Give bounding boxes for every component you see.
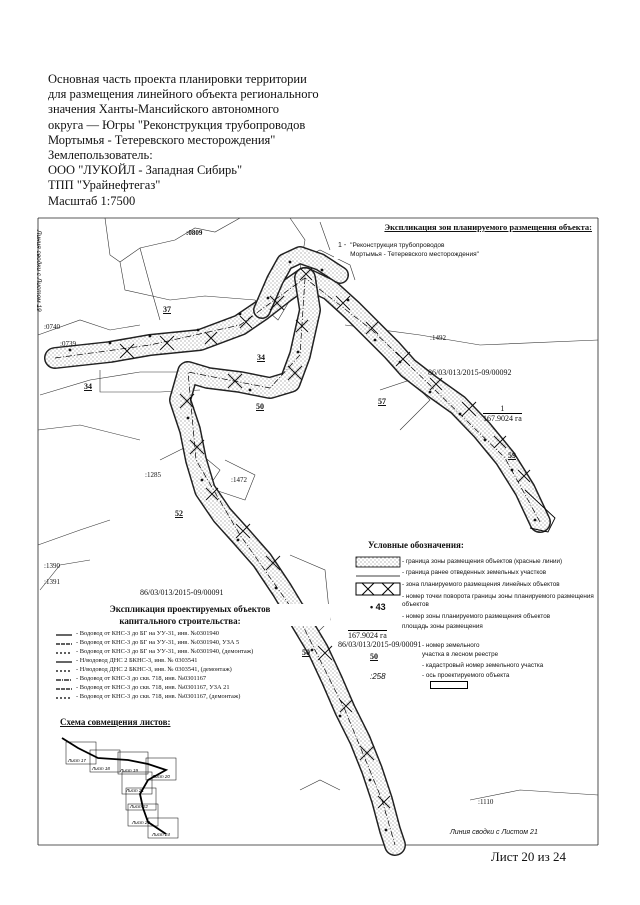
cadastre-label: 86/03/013/2015-09/00091 [140,588,224,597]
match-line-bottom-label: Линия сводки с Листом 21 [450,829,538,836]
zone-item-line: "Реконструкция трубопроводов [350,242,445,249]
legend-item: - зона планируемого размещения линейных объектов [402,581,560,588]
legend-item: площадь зоны размещения [402,623,483,630]
object-item: - Н/водовод ДНС 2 БКНС-3, инв. № 0303541, (демонтаж) [76,666,232,673]
objects-list [76,629,336,701]
land-user-name: ООО "ЛУКОЙЛ - Западная Сибирь" [48,163,243,178]
object-item: - Водовод от КНС-3 до БГ на УУ-31, инв. №0301940, (демонтаж) [76,648,254,655]
forest-number: 52 [175,509,183,518]
sheet-scheme [48,730,218,840]
legend-swatch-zone-boundary [356,557,400,567]
map-scale: Масштаб 1:7500 [48,193,136,208]
legend-title: Условные обозначения: [368,540,464,550]
title-line: Мортымья - Тетеревского месторождения" [48,132,276,147]
object-item: - Водовод от КНС-3 до скв. 718, инв. №0301167, УЗА 21 [76,684,230,691]
legend-cad-sample: :258 [370,672,386,681]
forest-number: 50 [302,648,310,657]
zone-area: 167.9024 га [483,414,522,423]
legend-item: - номер зоны планируемого размещения объектов [402,612,551,620]
legend-axis-sample [430,681,468,689]
parcel-label: :0809 [186,229,203,237]
parcel-label: :1472 [231,476,247,484]
parcel-label: :1110 [478,798,494,806]
parcel-label: :1391 [44,578,60,586]
land-user-label: Землепользователь: [48,148,153,163]
legend-swatch-hatch-zone [356,583,400,595]
object-item: - Водовод от КНС-3 до БГ на УУ-31, инв. №0301940 [76,630,219,637]
objects-explication-subtitle: капитального строительства: [119,616,241,626]
legend-item: - номер земельного участка в лесном реестре [422,641,499,658]
objects-explication [50,604,330,626]
parcel-label: :0740 [44,323,60,331]
forest-number: 50 [256,402,264,411]
legend-symbols [352,553,408,708]
cadastre-label: 86/03/013/2015-09/00092 [428,368,512,377]
legend-item: - ось проектируемого объекта [422,672,510,679]
scheme-sheet-label: Лист 23 [132,820,150,825]
title-line: для размещения линейного объекта регионального [48,87,319,102]
legend-item: - граница зоны размещения объектов (красные линии) [402,558,563,565]
object-item: - Водовод от КНС-3 до скв. 718, инв. №0301167, (демонтаж) [76,693,241,700]
zone-item-line: Мортымья - Тетеревского месторождения" [350,250,479,258]
forest-number: 34 [84,382,92,391]
forest-number: 37 [163,305,171,314]
legend-forest-sample: 50 [370,652,378,661]
title-line: значения Ханты-Мансийского автономного [48,102,280,117]
legend-items [402,557,596,682]
cadastre-label: 86/03/013/2015-09/00091 [338,640,422,649]
title-line: Основная часть проекта планировки территории [48,72,307,86]
scheme-sheet-label: Лист 18 [92,766,110,771]
objects-line-swatches [54,632,74,704]
legend [352,540,596,550]
objects-explication-title: Экспликация проектируемых объектов [109,604,271,614]
zone-explication-title: Экспликация зон планируемого размещения объекта: [384,222,592,232]
scheme-sheet-label: Лист 20 [152,774,170,779]
legend-item: - кадастровый номер земельного участка [422,661,544,669]
zone-area: 167.9024 га [348,631,387,640]
legend-point-sample: • 43 [370,602,386,612]
zone-explication-item [338,242,596,259]
zone-area-label [483,404,522,423]
zone-item-number: 1 - [338,242,347,249]
legend-item: - номер точки поворота границы зоны планируемого размещения объектов [402,592,594,608]
scheme-sheet-label: Лист 21 [126,788,144,793]
match-line-top-label: Линия сводки с Листом 19 [35,230,42,312]
forest-number: 57 [378,397,386,406]
parcel-label: :1390 [44,562,60,570]
zone-item-text [350,242,479,259]
parcel-label: :1492 [430,334,446,342]
objects-swatches [54,632,74,709]
land-user-unit: ТПП "Урайнефтегаз" [48,178,161,193]
title-line: округа — Югры "Реконструкция трубопроводов [48,117,306,132]
scheme-sheet-label: Лист 22 [130,804,148,809]
scheme-route [62,738,166,834]
object-item: - Водовод от КНС-3 до скв. 718, инв. №0301167 [76,675,207,682]
zone-explication [334,222,596,259]
scheme-sheet-label: Лист 17 [68,758,86,763]
forest-number: 59 [508,451,516,460]
forest-number: 34 [257,353,265,362]
scheme-sheet-label: Лист 24 [152,832,170,837]
zone-number: 1 [483,404,522,414]
sheet-number: Лист 20 из 24 [490,849,566,864]
sheet-scheme-title: Схема совмещения листов: [60,717,171,727]
parcel-label: :0739 [60,340,76,348]
parcel-label: :1285 [145,471,161,479]
object-item: - Н/водовод ДНС 2 БКНС-3, инв. № 0303541 [76,657,198,664]
scheme-sheet-label: Лист 19 [120,768,138,773]
object-item: - Водовод от КНС-3 до БГ на УУ-31, инв. №0301940, УЗА 5 [76,639,240,646]
legend-item: - граница ранее отведенных земельных участков [402,568,547,576]
